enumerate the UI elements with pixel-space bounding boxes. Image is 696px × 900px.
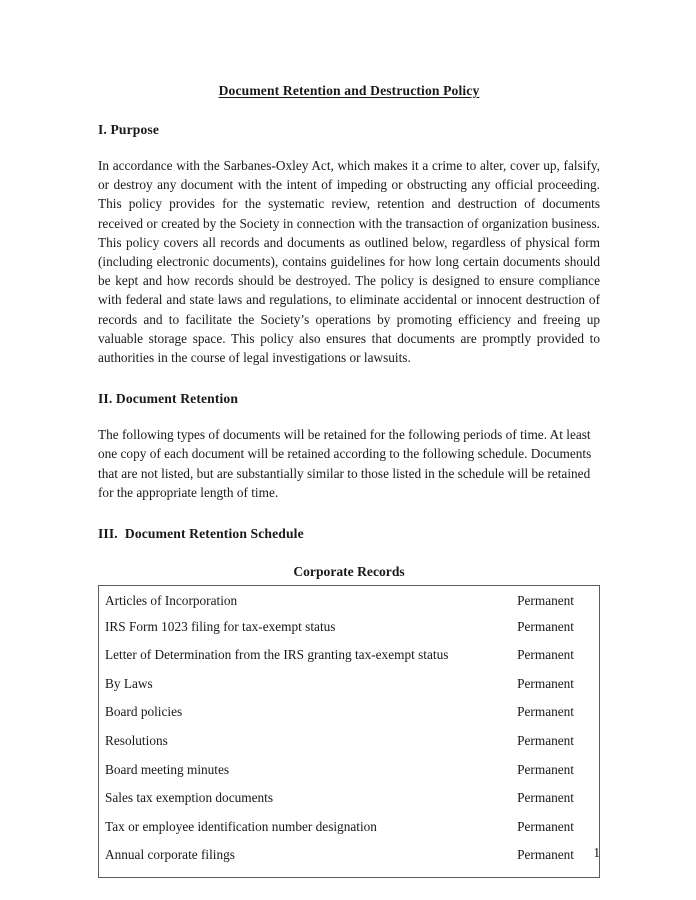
retention-schedule-table [98,585,600,878]
section-heading-retention: II. Document Retention [98,391,239,407]
table-cell-period: Permanent [517,675,574,691]
section-heading-purpose: I. Purpose [98,122,160,137]
table-cell-document: Articles of Incorporation [105,593,238,609]
table-row [99,762,600,791]
table-cell-period: Permanent [517,593,574,609]
table-cell-period: Permanent [517,847,574,863]
table-cell-document: Resolutions [105,732,168,748]
table-cell-period: Permanent [517,618,574,634]
document-body [98,0,600,878]
table-row [99,819,600,848]
retention-schedule-table-body [99,586,600,878]
table-cell-document: Tax or employee identification number designation [105,818,377,834]
section-paragraph-retention: The following types of documents will be retained for the following periods of time. At least one copy of each document will be retained according to the following schedule. Documents that are not listed, but are substantially similar to those listed in the schedule will be retained for the appropriate length of time. [98,427,592,500]
table-cell-document: Annual corporate filings [105,847,235,863]
table-row [99,733,600,762]
table-cell-period: Permanent [517,818,574,834]
section-paragraph-purpose: In accordance with the Sarbanes-Oxley Act, which makes it a crime to alter, cover up, falsify, or destroy any document with the intent of impeding or obstructing any official proceeding. This policy provides for the systematic review, retention and destruction of documents received or created by the Society in connection with the transaction of organization business. This policy covers all records and documents as outlined below, regardless of physical form (including electronic documents), contains guidelines for how long certain documents should be kept and how records should be destroyed. The policy is designed to ensure compliance with federal and state laws and regulations, to eliminate accidental or innocent destruction of records and to facilitate the Society’s operations by promoting efficiency and freeing up valuable storage space. This policy also ensures that documents are promptly provided to authorities in the course of legal investigations or lawsuits. [98,158,600,366]
table-cell-document: Board meeting minutes [105,761,230,777]
table-caption-corporate-records: Corporate Records [293,564,405,580]
table-cell-document: IRS Form 1023 filing for tax-exempt status [105,618,336,634]
table-cell-document: Sales tax exemption documents [105,790,274,806]
table-row [99,647,600,676]
table-cell-period: Permanent [517,647,574,663]
table-cell-document: By Laws [105,675,153,691]
table-cell-document: Board policies [105,704,183,720]
section-heading-schedule: III. Document Retention Schedule [98,526,304,542]
table-cell-period: Permanent [517,761,574,777]
table-cell-period: Permanent [517,732,574,748]
table-cell-period: Permanent [517,704,574,720]
table-row [99,704,600,733]
page-title [98,0,600,99]
table-row [99,676,600,705]
table-cell-period: Permanent [517,790,574,806]
page-number: 1 [593,845,600,860]
page-title-text: Document Retention and Destruction Policy [218,83,480,98]
table-row [99,586,600,619]
table-row [99,619,600,648]
table-row [99,790,600,819]
table-cell-document: Letter of Determination from the IRS granting tax-exempt status [105,647,449,663]
